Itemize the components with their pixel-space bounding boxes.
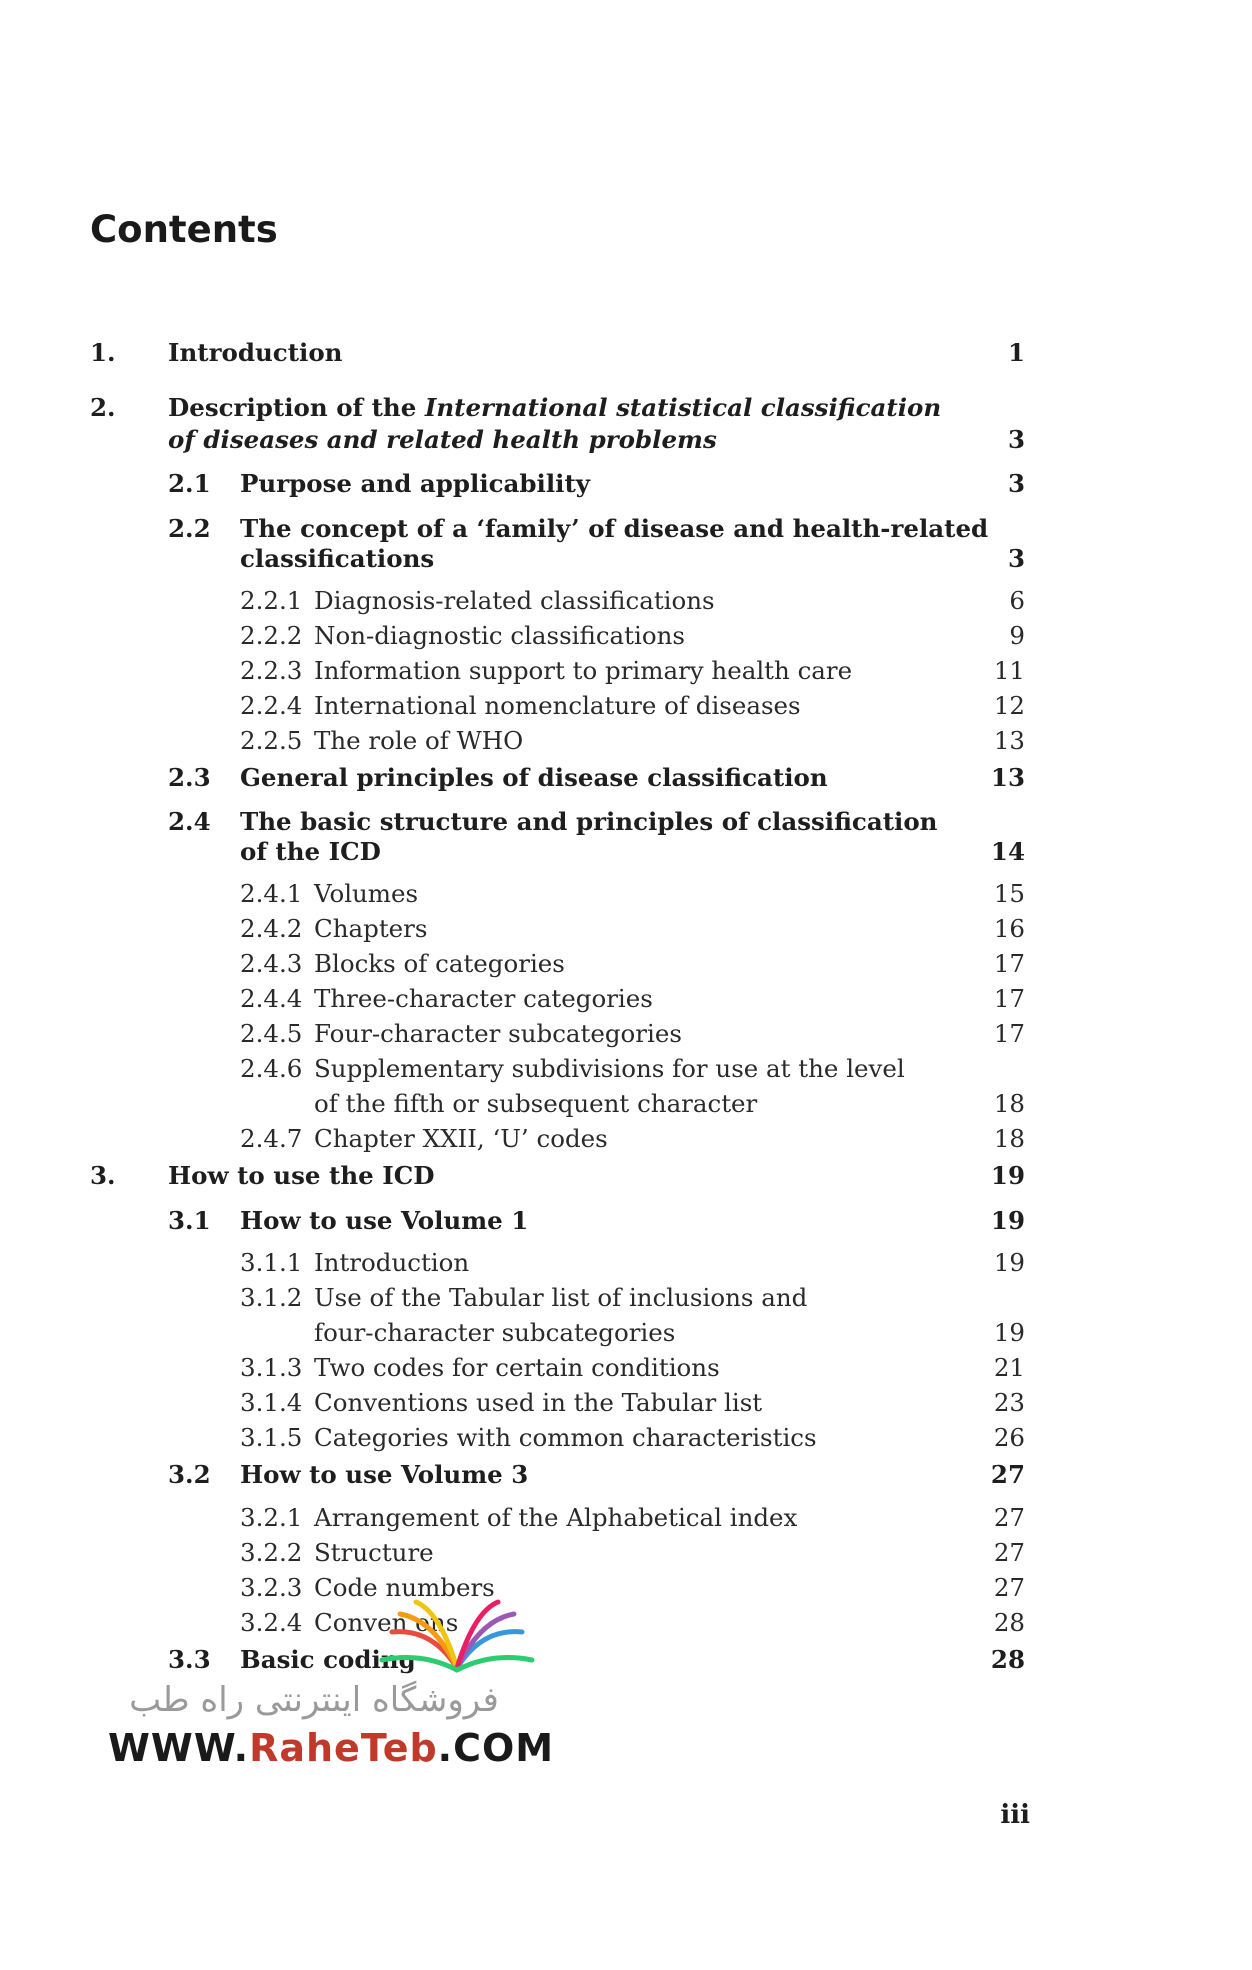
toc-page: 19 — [990, 1206, 1025, 1235]
toc-number: 2.2 — [168, 514, 211, 543]
toc-title: Introduction — [168, 338, 343, 367]
toc-number: 3.1.4 — [240, 1388, 303, 1417]
toc-page: 14 — [990, 837, 1025, 866]
toc-entry-3-1-1[interactable] — [0, 1245, 1252, 1281]
toc-page: 17 — [993, 949, 1025, 978]
toc-title: The concept of a ‘family’ of disease and health-related — [240, 514, 989, 543]
toc-title: Diagnosis-related classifications — [314, 586, 715, 615]
toc-page: 1 — [1007, 338, 1025, 367]
toc-number: 1. — [90, 338, 116, 367]
toc-title: Supplementary subdivisions for use at the level — [314, 1054, 905, 1083]
toc-title: How to use the ICD — [168, 1161, 435, 1190]
toc-title: Purpose and applicability — [240, 469, 591, 498]
toc-title: Volumes — [314, 879, 419, 908]
toc-title-cont: classifications — [240, 544, 435, 573]
toc-title: Chapters — [314, 914, 428, 943]
toc-entry-3-2-1[interactable] — [0, 1500, 1252, 1536]
toc-page: 13 — [993, 726, 1025, 755]
toc-entry-2[interactable] — [0, 390, 1252, 426]
toc-number: 3.2.2 — [240, 1538, 303, 1567]
toc-title: Basic coding — [240, 1645, 416, 1674]
toc-number: 3.1.1 — [240, 1248, 303, 1277]
toc-page: 17 — [993, 1019, 1025, 1048]
toc-entry-2-2-4[interactable] — [0, 688, 1252, 724]
toc-number: 2.4.6 — [240, 1054, 303, 1083]
watermark-url — [108, 1726, 554, 1770]
toc-number: 2. — [90, 393, 116, 422]
toc-entry-2-4-6-cont[interactable] — [0, 1086, 1252, 1122]
toc-page: 23 — [993, 1388, 1025, 1417]
toc-page: 19 — [990, 1161, 1025, 1190]
watermark-persian-text: فروشگاه اینترنتی راه طب — [129, 1680, 499, 1720]
toc-title: Use of the Tabular list of inclusions and — [314, 1283, 808, 1312]
open-book-logo-icon — [372, 1598, 542, 1678]
toc-entry-2-4-5[interactable] — [0, 1016, 1252, 1052]
toc-title: Introduction — [314, 1248, 470, 1277]
toc-number: 3.2.1 — [240, 1503, 303, 1532]
toc-number: 2.2.1 — [240, 586, 303, 615]
toc-page: 27 — [990, 1460, 1025, 1489]
toc-title: Arrangement of the Alphabetical index — [314, 1503, 798, 1532]
toc-number: 2.4.2 — [240, 914, 303, 943]
toc-title: Four-character subcategories — [314, 1019, 682, 1048]
toc-title: Non-diagnostic classifications — [314, 621, 685, 650]
toc-number: 2.4.7 — [240, 1124, 303, 1153]
toc-page: 18 — [993, 1089, 1025, 1118]
toc-entry-3-1-3[interactable] — [0, 1350, 1252, 1386]
toc-entry-2-4-2[interactable] — [0, 911, 1252, 947]
toc-number: 3.1 — [168, 1206, 211, 1235]
toc-page: 19 — [993, 1318, 1025, 1347]
toc-entry-2-2-3[interactable] — [0, 653, 1252, 689]
toc-number: 3.1.2 — [240, 1283, 303, 1312]
toc-title: Conven ons — [314, 1608, 459, 1637]
toc-entry-1[interactable] — [0, 335, 1252, 371]
toc-title: Two codes for certain conditions — [314, 1353, 720, 1382]
toc-page: 21 — [993, 1353, 1025, 1382]
toc-entry-2-4-7[interactable] — [0, 1121, 1252, 1157]
toc-entry-3-2-2[interactable] — [0, 1535, 1252, 1571]
toc-page: 3 — [1007, 544, 1025, 573]
toc-number: 2.4 — [168, 807, 211, 836]
toc-entry-2-2-1[interactable] — [0, 583, 1252, 619]
toc-page: 3 — [1007, 425, 1025, 454]
toc-number: 2.4.3 — [240, 949, 303, 978]
toc-entry-2-4-3[interactable] — [0, 946, 1252, 982]
toc-entry-3-2[interactable] — [0, 1457, 1252, 1493]
toc-page: 15 — [993, 879, 1025, 908]
toc-title-cont: of the fifth or subsequent character — [314, 1089, 758, 1118]
toc-number: 3.2.4 — [240, 1608, 303, 1637]
toc-number: 3.2.3 — [240, 1573, 303, 1602]
toc-title: Categories with common characteristics — [314, 1423, 817, 1452]
url-prefix: WWW. — [108, 1726, 250, 1770]
toc-entry-2-cont[interactable] — [0, 422, 1252, 458]
toc-title-cont: of the ICD — [240, 837, 381, 866]
page-title: Contents — [90, 208, 278, 251]
toc-page: 12 — [993, 691, 1025, 720]
page-number: iii — [1000, 1800, 1030, 1830]
toc-title: The role of WHO — [314, 726, 524, 755]
toc-entry-2-4-cont[interactable] — [0, 834, 1252, 870]
toc-entry-3-1-2-cont[interactable] — [0, 1315, 1252, 1351]
toc-number: 3.3 — [168, 1645, 211, 1674]
watermark — [104, 1598, 555, 1770]
toc-entry-2-2-2[interactable] — [0, 618, 1252, 654]
toc-title: How to use Volume 3 — [240, 1460, 529, 1489]
toc-title: Conventions used in the Tabular list — [314, 1388, 763, 1417]
toc-entry-3-1-2[interactable] — [0, 1280, 1252, 1316]
url-suffix: .COM — [437, 1726, 555, 1770]
toc-entry-3-1[interactable] — [0, 1203, 1252, 1239]
toc-number: 3.2 — [168, 1460, 211, 1489]
toc-title: General principles of disease classification — [240, 763, 828, 792]
toc-page: 16 — [993, 914, 1025, 943]
toc-title-cont: four-character subcategories — [314, 1318, 676, 1347]
toc-number: 2.1 — [168, 469, 211, 498]
toc-title: How to use Volume 1 — [240, 1206, 529, 1235]
toc-page: 17 — [993, 984, 1025, 1013]
toc-title-part1 — [168, 390, 941, 426]
url-brand: RaheTeb — [249, 1726, 438, 1770]
toc-entry-2-1[interactable] — [0, 466, 1252, 502]
toc-entry-3-1-4[interactable] — [0, 1385, 1252, 1421]
toc-title-italic-cont: of diseases and related health problems — [168, 425, 717, 454]
toc-page: 28 — [990, 1645, 1025, 1674]
toc-number: 2.2.5 — [240, 726, 303, 755]
toc-entry-2-4-6[interactable] — [0, 1051, 1252, 1087]
toc-number: 3.1.5 — [240, 1423, 303, 1452]
toc-page: 26 — [993, 1423, 1025, 1452]
toc-title-plain: Description of the — [168, 393, 425, 422]
toc-number: 2.2.2 — [240, 621, 303, 650]
toc-title: Structure — [314, 1538, 434, 1567]
toc-page: 27 — [993, 1503, 1025, 1532]
toc-title: Information support to primary health care — [314, 656, 853, 685]
toc-title: The basic structure and principles of classification — [240, 807, 938, 836]
toc-entry-3-1-5[interactable] — [0, 1420, 1252, 1456]
toc-title: Three-character categories — [314, 984, 653, 1013]
toc-entry-2-4-4[interactable] — [0, 981, 1252, 1017]
toc-number: 2.3 — [168, 763, 211, 792]
toc-page: 19 — [993, 1248, 1025, 1277]
toc-entry-2-2-5[interactable] — [0, 723, 1252, 759]
toc-page: 27 — [993, 1573, 1025, 1602]
toc-number: 3.1.3 — [240, 1353, 303, 1382]
toc-title: Code numbers — [314, 1573, 495, 1602]
toc-title: Chapter XXII, ‘U’ codes — [314, 1124, 608, 1153]
toc-page: 13 — [990, 763, 1025, 792]
toc-page: 27 — [993, 1538, 1025, 1567]
toc-number: 2.2.3 — [240, 656, 303, 685]
toc-number: 2.2.4 — [240, 691, 303, 720]
toc-page: 6 — [1009, 586, 1025, 615]
toc-number: 2.4.4 — [240, 984, 303, 1013]
toc-page: 3 — [1007, 469, 1025, 498]
toc-page: 11 — [993, 656, 1025, 685]
toc-entry-3[interactable] — [0, 1158, 1252, 1194]
toc-page: 9 — [1009, 621, 1025, 650]
toc-entry-2-3[interactable] — [0, 760, 1252, 796]
toc-title: International nomenclature of diseases — [314, 691, 801, 720]
toc-page: 18 — [993, 1124, 1025, 1153]
toc-title: Blocks of categories — [314, 949, 565, 978]
toc-number: 2.4.1 — [240, 879, 303, 908]
toc-entry-2-4-1[interactable] — [0, 876, 1252, 912]
toc-entry-2-2-cont[interactable] — [0, 541, 1252, 577]
toc-title-italic: International statistical classification — [424, 393, 942, 422]
toc-number: 3. — [90, 1161, 116, 1190]
toc-page: 28 — [993, 1608, 1025, 1637]
toc-number: 2.4.5 — [240, 1019, 303, 1048]
